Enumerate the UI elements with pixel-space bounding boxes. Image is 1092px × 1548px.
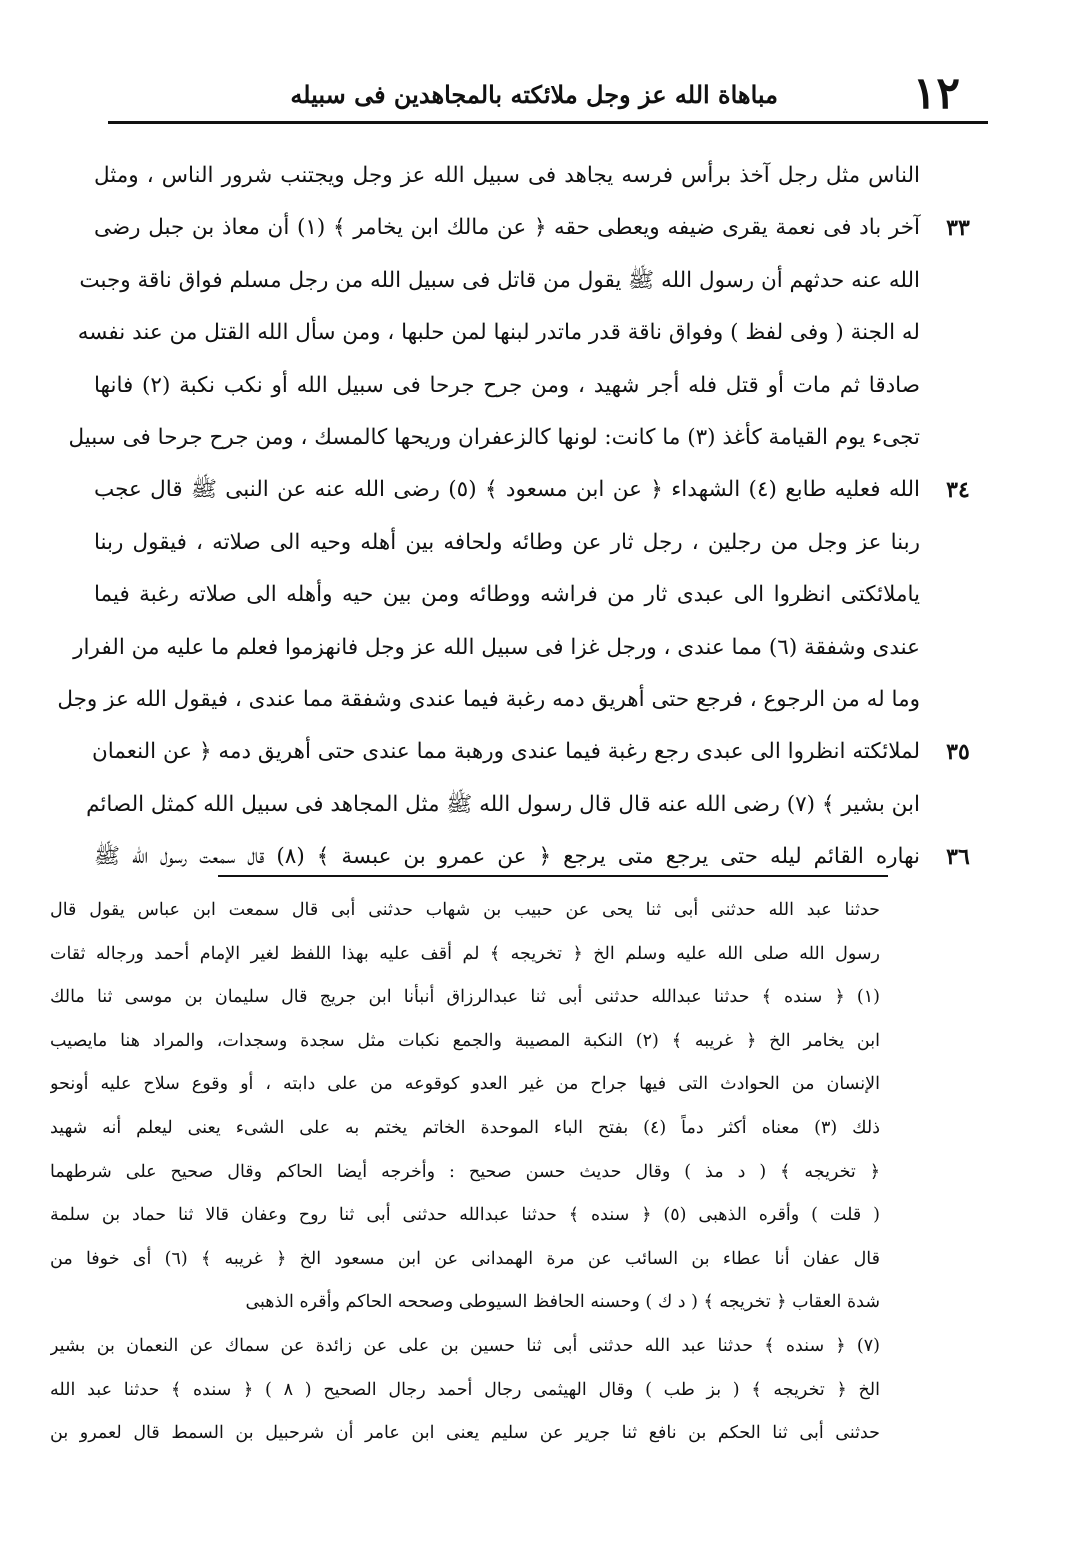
line-text: ابن بشير ﴾ (٧) رضى الله عنه قال قال رسول الله ﷺ مثل المجاهد فى سبيل الله كمثل الصائم: [86, 791, 920, 817]
footnote-line: ذلك (٣) معناه أكثر دماً (٤) بفتح الباء الموحدة الخاتم يختم به على الشىء يعنى ليعلم أنه شهيد: [50, 1117, 880, 1138]
line-text: وما له من الرجوع ، فرجع حتى أهريق دمه رغبة فيما عندى وشفقة مما عندى ، فيقول الله عز وجل: [57, 686, 920, 712]
footnote-line: (١) ﴿ سنده ﴾ حدثنا عبدالله حدثنى أبى ثنا عبدالرزاق أنبأنا ابن جريج قال سليمان بن موسى ثنا مالك: [50, 987, 880, 1008]
line-text: ياملائكتى انظروا الى عبدى ثار من فراشه ووطائه ومن بين حيه وأهله الى صلاته رغبة فيما: [94, 582, 920, 608]
line-text: نهاره القائم ليله حتى يرجع متى يرجع ﴿ عن عمرو بن عبسة ﴾ (٨) قال سمعت رسول الله ﷺ: [94, 844, 920, 870]
header-rule: [108, 121, 988, 124]
hadith-number: ٣٣: [946, 215, 970, 242]
text-line: [50, 255, 1030, 307]
text-line: [50, 622, 1030, 674]
line-text: الناس مثل رجل آخذ برأس فرسه يجاهد فى سبيل الله عز وجل ويجتنب شرور الناس ، ومثل: [94, 163, 920, 188]
footnote-separator: [218, 875, 888, 877]
text-line: [50, 464, 1030, 516]
line-text: آخر باد فى نعمة يقرى ضيفه ويعطى حقه ﴿ عن مالك ابن يخامر ﴾ (١) أن معاذ بن جبل رضى: [94, 215, 920, 241]
line-text: الله عنه حدثهم أن رسول الله ﷺ يقول من قاتل فى سبيل الله من رجل مسلم فواق ناقة وجبت: [79, 267, 920, 293]
line-text: ربنا عز وجل من رجلين ، رجل ثار عن وطائه ولحافه بين أهله وحيه الى صلاته ، فيقول ربنا: [94, 529, 920, 555]
line-text: عندى وشفقة (٦) مما عندى ، ورجل غزا فى سبيل الله عز وجل فانهزموا فعلم ما عليه من الفرار: [73, 634, 920, 660]
footnote-line: ابن يخامر الخ ﴿ غريبه ﴾ (٢) النكبة المصيبة والجمع نكبات مثل سجدة وسجدات، والمراد هنا مايصيب: [50, 1030, 880, 1051]
text-line: [50, 150, 1030, 202]
text-line: [50, 517, 1030, 569]
footnote-line: (٧) ﴿ سنده ﴾ حدثنا عبد الله حدثنى أبى ثنا حسين بن على عن زائدة عن سماك عن النعمان بن بشير: [50, 1335, 880, 1356]
line-text: صادقا ثم مات أو قتل فله أجر شهيد ، ومن جرح جرحا فى سبيل الله أو نكب نكبة (٢) فانها: [94, 372, 920, 398]
footnote-line: ﴿ تخريجه ﴾ ( د مذ ) وقال حديث حسن صحيح : وأخرجه أيضا الحاكم وقال صحيح على شرطهما: [50, 1161, 880, 1182]
footnote-line: رسول الله صلى الله عليه وسلم الخ ﴿ تخريجه ﴾ لم أقف عليه بهذا اللفظ لغير الإمام أحمد ورجاله ثقات: [50, 943, 880, 964]
footnote-line: ( قلت ) وأقره الذهبى (٥) ﴿ سنده ﴾ حدثنا عبدالله حدثنى أبى ثنا روح وعفان قالا ثنا حماد بن سلمة: [50, 1205, 880, 1226]
footnote-line: حدثنا عبد الله حدثنى أبى ثنا يحى عن حبيب بن شهاب حدثنى أبى قال سمعت ابن عباس يقول قال: [50, 900, 880, 920]
text-line: [50, 360, 1030, 412]
footnote-line: شدة العقاب ﴿ تخريجه ﴾ ( د ك ) وحسنه الحافظ السيوطى وصححه الحاكم وأقره الذهبى: [245, 1292, 880, 1313]
text-line: [50, 307, 1030, 359]
footnote-line: الخ ﴿ تخريجه ﴾ ( بز طب ) وقال الهيثمى رجال أحمد رجال الصحيح ( ٨ ) ﴿ سنده ﴾ حدثنا عبد الله: [50, 1379, 880, 1400]
page-number: ١٢: [912, 68, 960, 119]
text-line: [50, 779, 1030, 831]
text-line: [50, 202, 1030, 254]
text-line: [50, 412, 1030, 464]
main-text: [50, 150, 1030, 883]
line-text: لملائكته انظروا الى عبدى رجع رغبة فيما عندى ورهبة مما عندى حتى أهريق دمه ﴿ عن النعمان: [91, 739, 920, 765]
text-line: [50, 726, 1030, 778]
hadith-number: ٣٥: [946, 739, 970, 766]
page-header: [108, 68, 978, 120]
footnote-line: الإنسان من الحوادث التى فيها جراح من غير العدو كوقوعه من على دابته ، أو وقوع سلاح عليه أونحو: [50, 1074, 880, 1095]
line-text: تجىء يوم القيامة كأغذ (٣) ما كانت: لونها كالزعفران وريحها كالمسك ، ومن جرح جرحا فى سبيل: [68, 424, 920, 450]
line-text: الله فعليه طابع (٤) الشهداء ﴿ عن ابن مسعود ﴾ (٥) رضى الله عنه عن النبى ﷺ قال عجب: [94, 477, 920, 503]
footnote-line: حدثنى أبى ثنا الحكم بن نافع ثنا جرير عن سليم يعنى ابن عامر أن شرحبيل بن السمط قال لعمرو بن: [50, 1423, 880, 1444]
line-text: له الجنة ( وفى لفظ ) وفواق ناقة قدر ماتدر لبنها لمن حلبها ، ومن سأل الله القتل من عند نفسه: [77, 320, 920, 346]
running-title: مباهاة الله عز وجل ملائكته بالمجاهدين فى سبيله: [290, 80, 778, 109]
hadith-number: ٣٤: [946, 477, 970, 504]
text-line: [50, 674, 1030, 726]
hadith-number: ٣٦: [946, 844, 970, 871]
footnotes: [50, 888, 880, 1455]
footnote-line: قال عفان أنا عطاء بن السائب عن مرة الهمدانى عن ابن مسعود الخ ﴿ غريبه ﴾ (٦) أى خوفا من: [50, 1248, 880, 1269]
text-line: [50, 569, 1030, 621]
